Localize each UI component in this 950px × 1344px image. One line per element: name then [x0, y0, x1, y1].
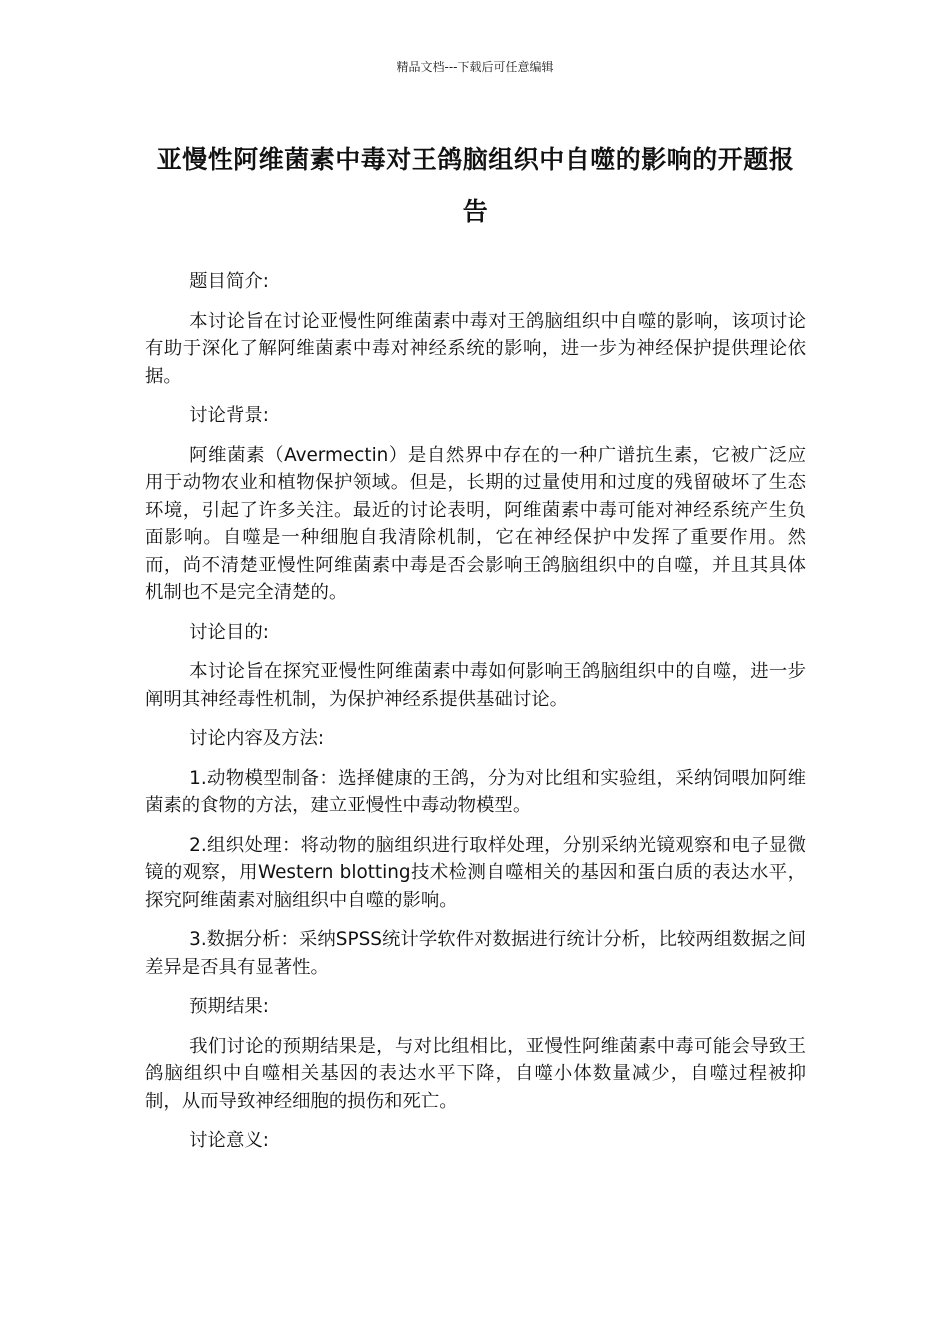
- paragraph-method-3: 3.数据分析：采纳SPSS统计学软件对数据进行统计分析，比较两组数据之间差异是否具有显著性。: [145, 929, 806, 978]
- section-heading-intro: 题目简介:: [189, 271, 269, 292]
- paragraph-intro: 本讨论旨在讨论亚慢性阿维菌素中毒对王鸽脑组织中自噬的影响，该项讨论有助于深化了解阿维菌素中毒对神经系统的影响，进一步为神经保护提供理论依据。: [145, 310, 806, 387]
- section-heading-background: 讨论背景:: [189, 405, 269, 426]
- paragraph-method-2: 2.组织处理：将动物的脑组织进行取样处理，分别采纳光镜观察和电子显微镜的观察，用Western blotting技术检测自噬相关的基因和蛋白质的表达水平，探究阿维菌素对脑组织中自噬的影响。: [145, 834, 806, 911]
- header-note: 精品文档---下载后可任意编辑: [396, 60, 554, 74]
- paragraph-method-1: 1.动物模型制备：选择健康的王鸽，分为对比组和实验组，采纳饲喂加阿维菌素的食物的方法，建立亚慢性中毒动物模型。: [145, 767, 806, 816]
- section-heading-expected-results: 预期结果:: [189, 996, 269, 1017]
- document-title: 亚慢性阿维菌素中毒对王鸽脑组织中自噬的影响的开题报告: [156, 145, 795, 226]
- document-body: [145, 268, 806, 1167]
- section-heading-significance: 讨论意义:: [189, 1130, 269, 1151]
- paragraph-background: 阿维菌素（Avermectin）是自然界中存在的一种广谱抗生素，它被广泛应用于动物农业和植物保护领域。但是，长期的过量使用和过度的残留破坏了生态环境，引起了许多关注。最近的讨论表明，阿维菌素中毒可能对神经系统产生负面影响。自噬是一种细胞自我清除机制，它在神经保护中发挥了重要作用。然而，尚不清楚亚慢性阿维菌素中毒是否会影响王鸽脑组织中的自噬，并且其具体机制也不是完全清楚的。: [145, 444, 806, 603]
- paragraph-purpose: 本讨论旨在探究亚慢性阿维菌素中毒如何影响王鸽脑组织中的自噬，进一步阐明其神经毒性机制，为保护神经系提供基础讨论。: [145, 661, 806, 710]
- paragraph-expected-results: 我们讨论的预期结果是，与对比组相比，亚慢性阿维菌素中毒可能会导致王鸽脑组织中自噬相关基因的表达水平下降，自噬小体数量减少，自噬过程被抑制，从而导致神经细胞的损伤和死亡。: [145, 1035, 806, 1112]
- section-heading-purpose: 讨论目的:: [189, 621, 269, 643]
- section-heading-methods: 讨论内容及方法:: [189, 728, 325, 749]
